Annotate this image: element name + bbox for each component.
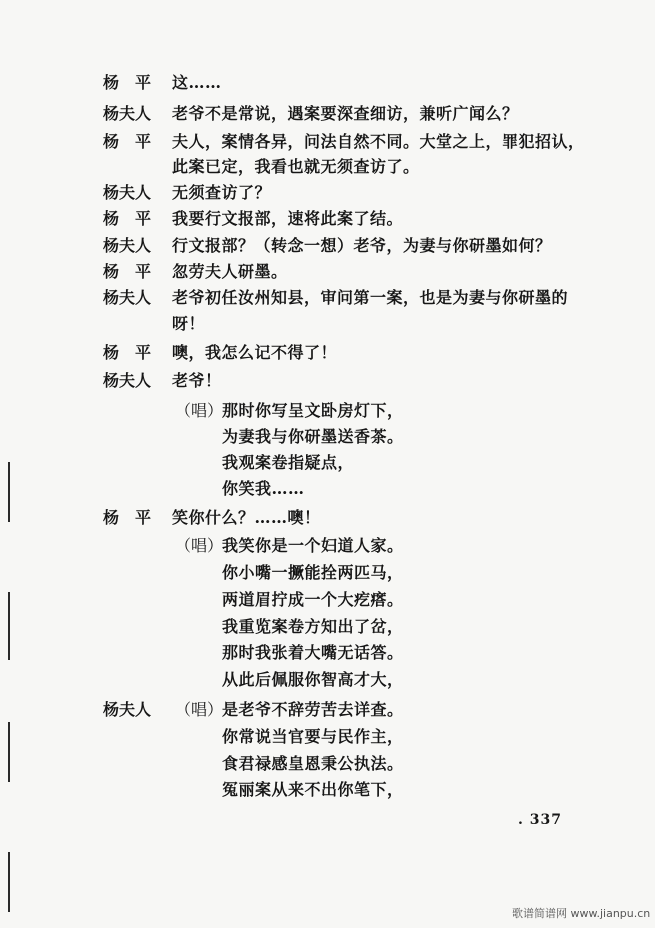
sung-line <box>0 751 655 777</box>
speaker-name: 杨夫人 <box>103 288 152 307</box>
line-text: 我重览案卷方知出了岔， <box>222 617 404 636</box>
line-text: 你小嘴一撅能拴两匹马， <box>222 563 404 582</box>
line-text: 为妻我与你研墨送香茶。 <box>222 427 404 446</box>
line-text: 两道眉拧成一个大疙瘩。 <box>222 590 404 609</box>
speaker-name: 杨夫人 <box>103 700 152 719</box>
line-text: 食君禄感皇恩秉公执法。 <box>222 754 404 773</box>
line-text: 呀！ <box>172 314 206 333</box>
line-text: 噢，我怎么记不得了！ <box>172 343 338 362</box>
dialogue-line <box>0 505 655 531</box>
dialogue-line <box>0 154 655 180</box>
sung-line <box>0 697 655 723</box>
sung-line <box>0 667 655 693</box>
line-text: 忽劳夫人研墨。 <box>172 262 288 281</box>
line-text: 我要行文报部，速将此案了结。 <box>172 209 404 228</box>
line-text: 从此后佩服你智高才大， <box>222 670 404 689</box>
line-text: 那时你写呈文卧房灯下， <box>222 401 404 420</box>
speaker-name: 杨 平 <box>103 73 152 92</box>
line-text: 老爷！ <box>172 371 222 390</box>
dialogue-line <box>0 206 655 232</box>
dialogue-line <box>0 368 655 394</box>
line-text: 老爷初任汝州知县，审问第一案，也是为妻与你研墨的 <box>172 288 569 307</box>
speaker-name: 杨 平 <box>103 343 152 362</box>
speaker-name: 杨 平 <box>103 508 152 527</box>
line-text: 冤丽案从来不出你笔下， <box>222 780 404 799</box>
line-text: 夫人，案情各异，问法自然不同。大堂之上，罪犯招认， <box>172 132 585 151</box>
speaker-name: 杨 平 <box>103 132 152 151</box>
dialogue-line <box>0 340 655 366</box>
sung-line <box>0 560 655 586</box>
speaker-name: 杨夫人 <box>103 104 152 123</box>
speaker-name: 杨夫人 <box>103 236 152 255</box>
speaker-name: 杨夫人 <box>103 371 152 390</box>
line-text: 我笑你是一个妇道人家。 <box>222 536 404 555</box>
line-text: 我观案卷指疑点， <box>222 453 355 472</box>
line-text: 此案已定，我看也就无须查访了。 <box>172 157 420 176</box>
dialogue-line <box>0 233 655 259</box>
dialogue-line <box>0 311 655 337</box>
sung-line <box>0 476 655 502</box>
sung-line <box>0 640 655 666</box>
speaker-name: 杨 平 <box>103 209 152 228</box>
sung-line <box>0 450 655 476</box>
line-text: 这…… <box>172 73 222 92</box>
line-text: 你常说当官要与民作主， <box>222 727 404 746</box>
sung-line <box>0 424 655 450</box>
sung-line <box>0 777 655 803</box>
stage-direction: （唱） <box>175 700 224 719</box>
watermark: 歌谱简谱网 www.jianpu.cn <box>512 907 651 920</box>
sung-line <box>0 724 655 750</box>
sung-line <box>0 533 655 559</box>
scan-edge-mark <box>8 852 10 912</box>
line-text: 是老爷不辞劳苦去详查。 <box>222 700 404 719</box>
sung-line <box>0 614 655 640</box>
line-text: 行文报部？（转念一想）老爷，为妻与你研墨如何？ <box>172 236 552 255</box>
dialogue-line <box>0 259 655 285</box>
speaker-name: 杨夫人 <box>103 183 152 202</box>
page-number: . 337 <box>518 812 562 828</box>
dialogue-line <box>0 180 655 206</box>
speaker-name: 杨 平 <box>103 262 152 281</box>
line-text: 笑你什么？……噢！ <box>172 508 321 527</box>
dialogue-line <box>0 70 655 96</box>
dialogue-line <box>0 285 655 311</box>
stage-direction: （唱） <box>175 401 224 420</box>
sung-line <box>0 587 655 613</box>
sung-line <box>0 398 655 424</box>
dialogue-line <box>0 101 655 127</box>
line-text: 无须查访了？ <box>172 183 272 202</box>
line-text: 老爷不是常说，遇案要深查细访，兼听广闻么？ <box>172 104 519 123</box>
dialogue-line <box>0 129 655 155</box>
line-text: 那时我张着大嘴无话答。 <box>222 643 404 662</box>
line-text: 你笑我…… <box>222 479 305 498</box>
stage-direction: （唱） <box>175 536 224 555</box>
